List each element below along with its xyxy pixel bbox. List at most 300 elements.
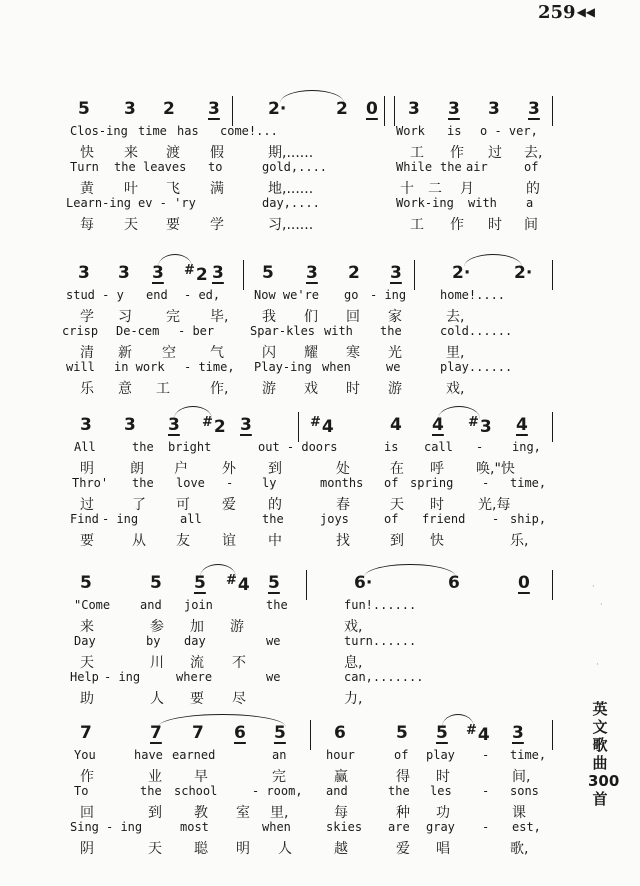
lyric-word: 明 [80, 461, 94, 477]
note [448, 573, 460, 593]
lyric-word: While [396, 160, 433, 174]
lyric-word: ship, [510, 512, 547, 526]
note [240, 415, 252, 435]
lyric-word: 时 [488, 217, 502, 233]
lyric-word: 爱 [222, 497, 236, 513]
lyric-word: To [74, 784, 89, 798]
lyric-word: 明 [236, 841, 250, 857]
bar-line [552, 260, 553, 290]
lyric-word: have [134, 748, 163, 762]
lyric-word: Spar-kles [250, 324, 316, 338]
lyric-word: 得 [396, 769, 410, 785]
note-digit: 3 [124, 415, 136, 435]
lyric-word: turn...... [344, 634, 417, 648]
lyric-word: when [322, 360, 351, 374]
lyric-word: 了 [132, 497, 146, 513]
bar-line [414, 260, 415, 290]
lyric-word: 功 [436, 805, 450, 821]
lyric-word: 种 [396, 805, 410, 821]
lyric-word: 戏, [344, 619, 363, 635]
lyric-word: 习,...... [268, 217, 314, 233]
lyric-word: - [476, 440, 484, 454]
lyric-word: 作 [450, 145, 464, 161]
lyric-word: and [326, 784, 348, 798]
note [390, 415, 402, 435]
note-digit: 3 [448, 99, 460, 119]
note-digit: 3 [152, 263, 164, 283]
lyric-word: Sing [70, 820, 99, 834]
english-lyric-line [0, 160, 640, 178]
lyric-word: an [272, 748, 287, 762]
lyric-word: - ing [370, 288, 407, 302]
lyric-word: a [526, 196, 534, 210]
sharp-sign: # [310, 415, 321, 430]
sharp-sign: # [202, 415, 213, 430]
lyric-word: stud - y [66, 288, 124, 302]
lyric-word: 室 [236, 805, 250, 821]
slur-arc [364, 564, 456, 577]
note [268, 573, 280, 593]
lyric-word: school [174, 784, 218, 798]
lyric-word: gold,.... [262, 160, 328, 174]
lyric-word: bright [168, 440, 212, 454]
note [80, 415, 92, 435]
lyric-word: est, [512, 820, 541, 834]
lyric-word: 在 [390, 461, 404, 477]
lyric-word: 尽 [232, 691, 246, 707]
lyric-word: 找 [336, 533, 350, 549]
lyric-word: day [184, 634, 206, 648]
lyric-word: 们 [304, 309, 318, 325]
note-digit: 3 [390, 263, 402, 283]
english-lyric-line [0, 440, 640, 458]
lyric-word: 回 [346, 309, 360, 325]
lyric-word: 的 [526, 181, 540, 197]
note-digit: 4 [237, 575, 250, 595]
lyric-word: of [394, 748, 409, 762]
note [226, 573, 250, 595]
chinese-lyric-line [0, 342, 640, 360]
lyric-word: 去, [524, 145, 543, 161]
note [488, 99, 500, 119]
lyric-word: skies [326, 820, 363, 834]
lyric-word: can,....... [344, 670, 424, 684]
note [512, 723, 524, 743]
note [390, 263, 402, 283]
lyric-word: 户 [174, 461, 188, 477]
note [516, 415, 528, 435]
lyric-word: Help [70, 670, 99, 684]
note [184, 263, 208, 285]
lyric-word: Work-ing [396, 196, 454, 210]
lyric-word: 川 [150, 655, 164, 671]
lyric-word: of [384, 476, 399, 490]
lyric-word: out - doors [258, 440, 338, 454]
lyric-word: 游 [262, 381, 276, 397]
lyric-word: 家 [388, 309, 402, 325]
lyric-word: 过 [80, 497, 94, 513]
note [518, 573, 530, 593]
english-lyric-line [0, 820, 640, 838]
lyric-word: - ing [104, 670, 141, 684]
lyric-word: 期,...... [268, 145, 314, 161]
note [366, 99, 378, 119]
note [334, 723, 346, 743]
note [436, 723, 448, 743]
lyric-word: 意 [118, 381, 132, 397]
note [348, 263, 360, 283]
note [466, 723, 490, 745]
lyric-word: leaves [143, 160, 187, 174]
lyric-word: 阴 [80, 841, 94, 857]
note-digit: 2· [452, 263, 471, 283]
sharp-sign: # [184, 263, 195, 278]
note-digit: 4 [432, 415, 444, 435]
lyric-word: 里, [270, 805, 289, 821]
note [514, 263, 532, 283]
lyric-word: of [384, 512, 399, 526]
lyric-word: 中 [268, 533, 282, 549]
lyric-word: 学 [80, 309, 94, 325]
lyric-word: 假 [210, 145, 224, 161]
lyric-word: - [492, 512, 500, 526]
lyric-word: 歌, [510, 841, 529, 857]
lyric-word: - ing [102, 512, 139, 526]
sidebar-title-glyph: 歌 [592, 736, 608, 754]
note-digit: 2· [514, 263, 533, 283]
lyric-word: 不 [232, 655, 246, 671]
sidebar-title-glyph: 曲 [592, 754, 608, 772]
lyric-word: day,.... [262, 196, 320, 210]
lyric-word: 每 [334, 805, 348, 821]
note-digit: 3 [212, 263, 224, 283]
note-digit: 5 [396, 723, 408, 743]
lyric-word: all [180, 512, 202, 526]
chinese-lyric-line [0, 766, 640, 784]
lyric-word: the [132, 476, 154, 490]
lyric-word: 乐, [510, 533, 529, 549]
lyric-word: 地,...... [268, 181, 314, 197]
chinese-lyric-line [0, 652, 640, 670]
english-lyric-line [0, 360, 640, 378]
lyric-word: 助 [80, 691, 94, 707]
note [78, 263, 90, 283]
lyric-word: 课 [512, 805, 526, 821]
lyric-word: 工 [410, 217, 424, 233]
english-lyric-line [0, 288, 640, 306]
lyric-word: time, [510, 476, 547, 490]
lyric-word: 叶 [124, 181, 138, 197]
note [78, 99, 90, 119]
lyric-word: months [320, 476, 364, 490]
bar-line [384, 96, 385, 126]
lyric-word: is [447, 124, 462, 138]
note-digit: 3 [408, 99, 420, 119]
paper-speck: · [592, 582, 595, 592]
lyric-word: 乐 [80, 381, 94, 397]
page-number [538, 2, 595, 23]
lyric-word: come!... [220, 124, 278, 138]
lyric-word: o - ver, [480, 124, 538, 138]
lyric-word: the [388, 784, 410, 798]
lyric-word: with [324, 324, 353, 338]
lyric-word: All [74, 440, 96, 454]
note-digit: 3 [488, 99, 500, 119]
lyric-word: - [482, 748, 490, 762]
lyric-word: 到 [148, 805, 162, 821]
note-digit: 0 [366, 99, 378, 119]
english-lyric-line [0, 476, 640, 494]
note-digit: 7 [80, 723, 92, 743]
notation-row [0, 570, 640, 596]
lyric-word: 里, [446, 345, 465, 361]
note [408, 99, 420, 119]
chinese-lyric-line [0, 802, 640, 820]
bar-line [310, 720, 311, 750]
sidebar-title-glyph: 300 [588, 772, 620, 790]
paper-speck: · [596, 660, 599, 670]
note [80, 723, 92, 743]
lyric-word: most [180, 820, 209, 834]
lyric-word: 工 [410, 145, 424, 161]
lyric-word: 工 [156, 381, 170, 397]
lyric-word: 渡 [166, 145, 180, 161]
note-digit: 3 [479, 417, 492, 437]
note-digit: 3 [528, 99, 540, 119]
lyric-word: 间 [524, 217, 538, 233]
lyric-word: love [176, 476, 205, 490]
note-digit: 5 [80, 573, 92, 593]
lyric-word: is [384, 440, 399, 454]
note [150, 573, 162, 593]
lyric-word: where [176, 670, 213, 684]
lyric-word: 力, [344, 691, 363, 707]
note-digit: 5 [78, 99, 90, 119]
lyric-word: call [424, 440, 453, 454]
lyric-word: the [262, 512, 284, 526]
lyric-word: we [266, 634, 281, 648]
note-digit: 4 [516, 415, 528, 435]
sidebar-title-glyph: 文 [592, 718, 608, 736]
note [202, 415, 226, 437]
lyric-word: Day [74, 634, 96, 648]
lyric-word: will [66, 360, 95, 374]
notation-row [0, 720, 640, 746]
note [192, 723, 204, 743]
note [396, 723, 408, 743]
lyric-word: end [146, 288, 168, 302]
note [306, 263, 318, 283]
note-digit: 2 [336, 99, 348, 119]
sharp-sign: # [468, 415, 479, 430]
note-digit: 3 [306, 263, 318, 283]
lyric-word: "Come [74, 598, 111, 612]
chinese-lyric-line [0, 458, 640, 476]
note-digit: 2 [348, 263, 360, 283]
note-digit: 6· [354, 573, 373, 593]
note [163, 99, 175, 119]
lyric-word: 飞 [166, 181, 180, 197]
english-lyric-line [0, 324, 640, 342]
lyric-word: 毕, [210, 309, 229, 325]
lyric-word: 间, [512, 769, 531, 785]
note-digit: 5 [262, 263, 274, 283]
bar-line [298, 412, 299, 442]
lyric-word: - ber [178, 324, 215, 338]
lyric-word: 十 [400, 181, 414, 197]
lyric-word: 唤,"快 [476, 461, 515, 477]
lyric-word: 来 [80, 619, 94, 635]
lyric-word: 到 [268, 461, 282, 477]
note-digit: 2 [195, 265, 208, 285]
lyric-word: 快 [80, 145, 94, 161]
lyric-word: 耀 [304, 345, 318, 361]
bar-line [306, 570, 307, 600]
note [118, 263, 130, 283]
lyric-word: 教 [194, 805, 208, 821]
lyric-word: gray [426, 820, 455, 834]
lyric-word: Work [396, 124, 425, 138]
chinese-lyric-line [0, 178, 640, 196]
lyric-word: we [386, 360, 401, 374]
lyric-word: play [426, 748, 455, 762]
lyric-word: 回 [80, 805, 94, 821]
note-digit: 3 [118, 263, 130, 283]
lyric-word: 习 [118, 309, 132, 325]
lyric-word: to [208, 160, 223, 174]
lyric-word: 过 [488, 145, 502, 161]
lyric-word: joys [320, 512, 349, 526]
note-digit: 4 [321, 417, 334, 437]
note-digit: 4 [390, 415, 402, 435]
sharp-sign: # [226, 573, 237, 588]
note [268, 99, 286, 119]
lyric-word: 越 [334, 841, 348, 857]
sidebar-book-title [588, 700, 620, 808]
lyric-word: earned [172, 748, 216, 762]
note-digit: 2· [268, 99, 287, 119]
lyric-word: 去, [446, 309, 465, 325]
lyric-word: 游 [388, 381, 402, 397]
lyric-word: 到 [390, 533, 404, 549]
chinese-lyric-line [0, 688, 640, 706]
lyric-word: 新 [118, 345, 132, 361]
lyric-word: 清 [80, 345, 94, 361]
note [152, 263, 164, 283]
lyric-word: 呼 [430, 461, 444, 477]
english-lyric-line [0, 598, 640, 616]
lyric-word: ly [262, 476, 277, 490]
note-digit: 0 [518, 573, 530, 593]
note-digit: 3 [208, 99, 220, 119]
lyric-word: friend [422, 512, 466, 526]
english-lyric-line [0, 124, 640, 142]
bar-line [552, 570, 553, 600]
note-digit: 6 [448, 573, 460, 593]
note-digit: 5 [194, 573, 206, 593]
english-lyric-line [0, 512, 640, 530]
lyric-word: 天 [390, 497, 404, 513]
lyric-word: 的 [268, 497, 282, 513]
lyric-word: 天 [148, 841, 162, 857]
note-digit: 7 [192, 723, 204, 743]
lyric-word: 学 [210, 217, 224, 233]
lyric-word: 要 [190, 691, 204, 707]
lyric-word: 爱 [396, 841, 410, 857]
lyric-word: - room, [252, 784, 303, 798]
lyric-word: 光 [388, 345, 402, 361]
lyric-word: 友 [176, 533, 190, 549]
lyric-word: les [430, 784, 452, 798]
lyric-word: and [140, 598, 162, 612]
lyric-word: fun!...... [344, 598, 417, 612]
paper-speck: · [600, 600, 603, 610]
bar-line [394, 96, 395, 126]
notation-row [0, 260, 640, 286]
note [354, 573, 372, 593]
lyric-word: home!.... [440, 288, 506, 302]
notation-row [0, 96, 640, 122]
lyric-word: has [177, 124, 199, 138]
lyric-word: air [466, 160, 488, 174]
note [310, 415, 334, 437]
lyric-word: 完 [166, 309, 180, 325]
lyric-word: 要 [166, 217, 180, 233]
lyric-word: when [262, 820, 291, 834]
lyric-word: 人 [150, 691, 164, 707]
lyric-word: play...... [440, 360, 513, 374]
lyric-word: 早 [194, 769, 208, 785]
note-digit: 2 [163, 99, 175, 119]
lyric-word: are [388, 820, 410, 834]
lyric-word: hour [326, 748, 355, 762]
chinese-lyric-line [0, 142, 640, 160]
lyric-word: 息, [344, 655, 363, 671]
note-digit: 4 [477, 725, 490, 745]
lyric-word: - time, [184, 360, 235, 374]
lyric-word: Now we're [254, 288, 320, 302]
lyric-word: 作 [450, 217, 464, 233]
note [212, 263, 224, 283]
note [234, 723, 246, 743]
slur-arc [158, 714, 286, 727]
note-digit: 5 [268, 573, 280, 593]
lyric-word: 处 [336, 461, 350, 477]
lyric-word: 谊 [222, 533, 236, 549]
note-digit: 3 [240, 415, 252, 435]
bar-line [552, 96, 553, 126]
lyric-word: Learn-ing [66, 196, 132, 210]
lyric-word: of [524, 160, 539, 174]
lyric-word: 赢 [334, 769, 348, 785]
lyric-word: sons [510, 784, 539, 798]
lyric-word: 流 [190, 655, 204, 671]
note-digit: 3 [512, 723, 524, 743]
lyric-word: Play-ing [254, 360, 312, 374]
chinese-lyric-line [0, 838, 640, 856]
lyric-word: 黄 [80, 181, 94, 197]
lyric-word: Turn [70, 160, 99, 174]
note [124, 415, 136, 435]
chinese-lyric-line [0, 214, 640, 232]
lyric-word: 朗 [130, 461, 144, 477]
note-digit: 2 [213, 417, 226, 437]
lyric-word: ing, [512, 440, 541, 454]
note-digit: 7 [150, 723, 162, 743]
lyric-word: - [226, 476, 234, 490]
chinese-lyric-line [0, 306, 640, 324]
note-digit: 3 [168, 415, 180, 435]
